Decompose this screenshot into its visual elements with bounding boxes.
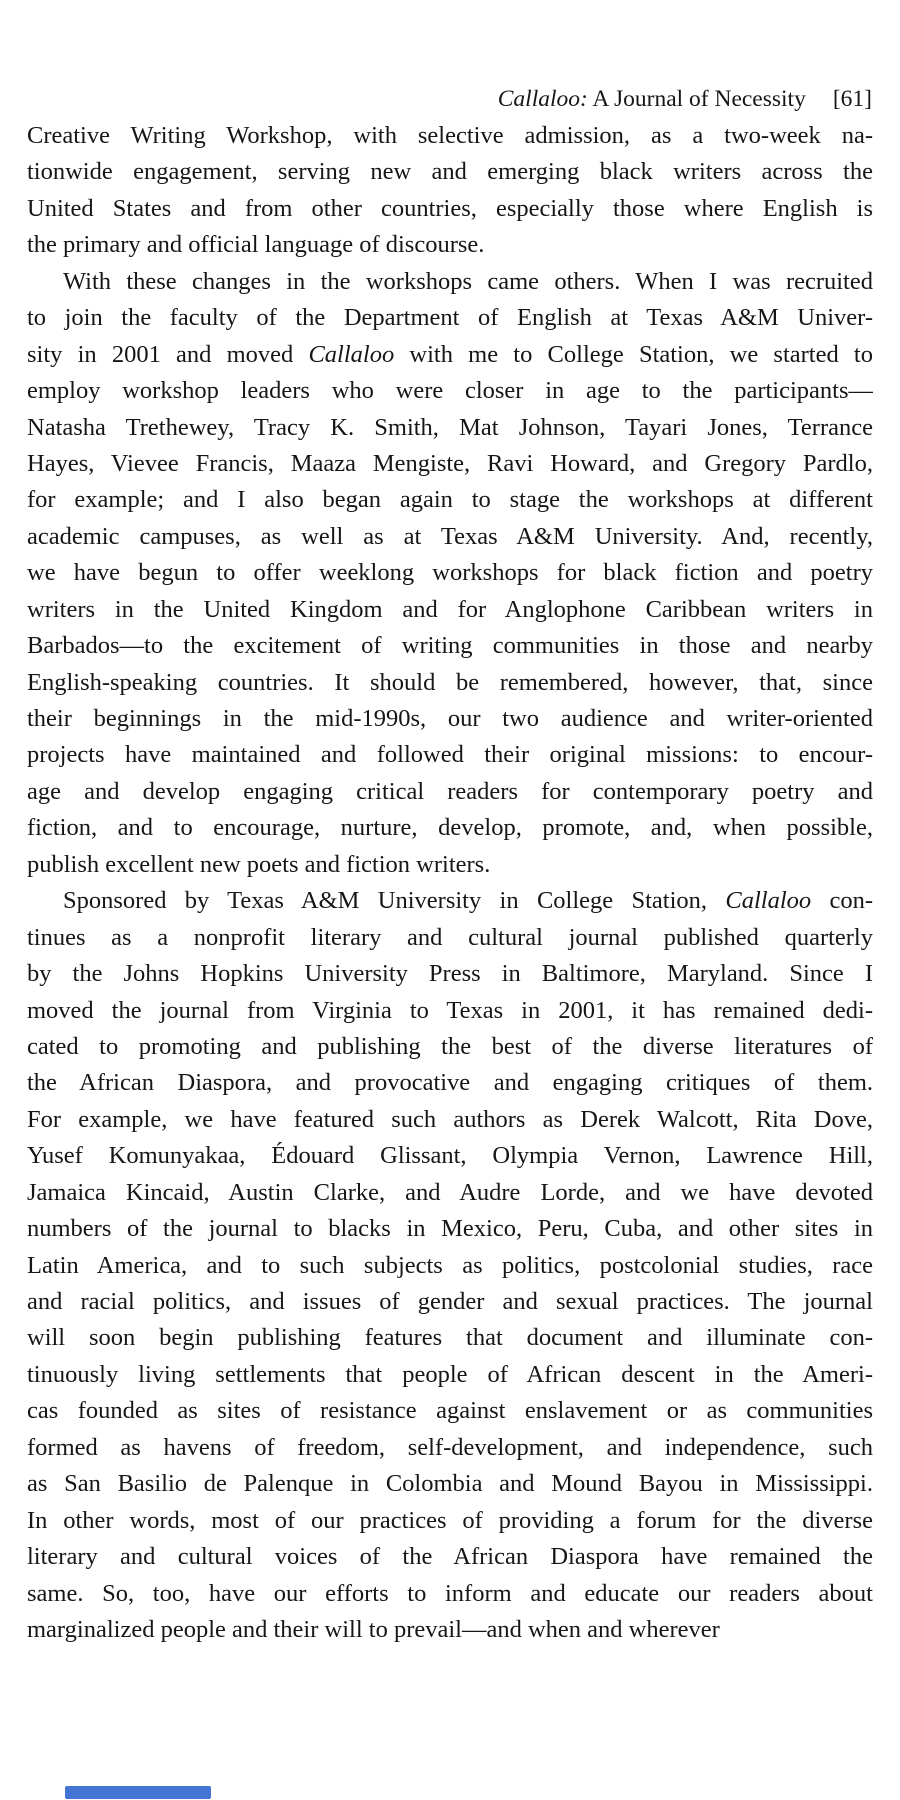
- text-line: tionwide engagement, serving new and emerging black writers across the: [27, 158, 873, 186]
- text-line: employ workshop leaders who were closer in age to the participants—: [27, 377, 873, 405]
- text-line: sity in 2001 and moved Callaloo with me to College Station, we started to: [27, 340, 873, 368]
- text-line: projects have maintained and followed their original missions: to encour-: [27, 741, 873, 769]
- text-line: same. So, too, have our efforts to inform and educate our readers about: [27, 1579, 873, 1607]
- text-line: numbers of the journal to blacks in Mexico, Peru, Cuba, and other sites in: [27, 1215, 873, 1243]
- text-line: tinues as a nonprofit literary and cultural journal published quarterly: [27, 923, 873, 951]
- text-line: publish excellent new poets and fiction writers.: [27, 850, 491, 878]
- text-line: literary and cultural voices of the African Diaspora have remained the: [27, 1543, 873, 1571]
- text-line: In other words, most of our practices of providing a forum for the diverse: [27, 1506, 873, 1534]
- paragraph: [27, 118, 873, 264]
- text-line: formed as havens of freedom, self-development, and independence, such: [27, 1433, 873, 1461]
- text-line: With these changes in the workshops came others. When I was recruited: [63, 267, 873, 295]
- paragraph: [27, 883, 873, 1648]
- page-number: [61]: [832, 86, 872, 112]
- page-body: [27, 118, 873, 1648]
- text-line: writers in the United Kingdom and for Anglophone Caribbean writers in: [27, 595, 873, 623]
- text-line: to join the faculty of the Department of English at Texas A&M Univer-: [27, 304, 873, 332]
- text-line: Hayes, Vievee Francis, Maaza Mengiste, Ravi Howard, and Gregory Pardlo,: [27, 449, 873, 477]
- text-line: fiction, and to encourage, nurture, develop, promote, and, when possible,: [27, 814, 873, 842]
- paragraph: [27, 264, 873, 883]
- bottom-blue-bar: [65, 1786, 211, 1799]
- text-line: age and develop engaging critical readers for contemporary poetry and: [27, 777, 873, 805]
- text-line: Sponsored by Texas A&M University in College Station, Callaloo con-: [63, 887, 873, 915]
- text-line: tinuously living settlements that people of African descent in the Ameri-: [27, 1360, 873, 1388]
- text-line: Natasha Trethewey, Tracy K. Smith, Mat Johnson, Tayari Jones, Terrance: [27, 413, 873, 441]
- page-header: [498, 85, 872, 113]
- text-line: United States and from other countries, especially those where English is: [27, 194, 873, 222]
- text-line: Latin America, and to such subjects as politics, postcolonial studies, race: [27, 1251, 873, 1279]
- text-line: as San Basilio de Palenque in Colombia and Mound Bayou in Mississippi.: [27, 1470, 873, 1498]
- text-line: and racial politics, and issues of gender and sexual practices. The journal: [27, 1288, 873, 1315]
- text-line: moved the journal from Virginia to Texas in 2001, it has remained dedi-: [27, 996, 873, 1024]
- text-line: academic campuses, as well as at Texas A&M University. And, recently,: [27, 522, 873, 550]
- text-line: Creative Writing Workshop, with selective admission, as a two-week na-: [27, 122, 873, 149]
- text-line: Barbados—to the excitement of writing communities in those and nearby: [27, 632, 873, 660]
- journal-title-rest: A Journal of Necessity: [587, 86, 806, 112]
- text-line: will soon begin publishing features that document and illuminate con-: [27, 1324, 873, 1352]
- text-line: cas founded as sites of resistance against enslavement or as communities: [27, 1397, 873, 1425]
- text-line: cated to promoting and publishing the best of the diverse literatures of: [27, 1032, 873, 1060]
- text-line: the African Diaspora, and provocative and engaging critiques of them.: [27, 1069, 873, 1097]
- text-line: English-speaking countries. It should be remembered, however, that, since: [27, 668, 873, 696]
- text-line: we have begun to offer weeklong workshops for black fiction and poetry: [27, 559, 873, 587]
- text-line: the primary and official language of discourse.: [27, 231, 485, 259]
- journal-title-italic: Callaloo:: [497, 86, 588, 112]
- text-line: Yusef Komunyakaa, Édouard Glissant, Olympia Vernon, Lawrence Hill,: [27, 1142, 873, 1170]
- text-line: their beginnings in the mid-1990s, our two audience and writer-oriented: [27, 705, 873, 732]
- text-line: marginalized people and their will to prevail—and when and wherever: [27, 1615, 720, 1643]
- text-line: by the Johns Hopkins University Press in Baltimore, Maryland. Since I: [27, 960, 873, 988]
- text-line: For example, we have featured such authors as Derek Walcott, Rita Dove,: [27, 1105, 873, 1133]
- text-line: for example; and I also began again to stage the workshops at different: [27, 486, 873, 514]
- text-line: Jamaica Kincaid, Austin Clarke, and Audre Lorde, and we have devoted: [27, 1178, 873, 1206]
